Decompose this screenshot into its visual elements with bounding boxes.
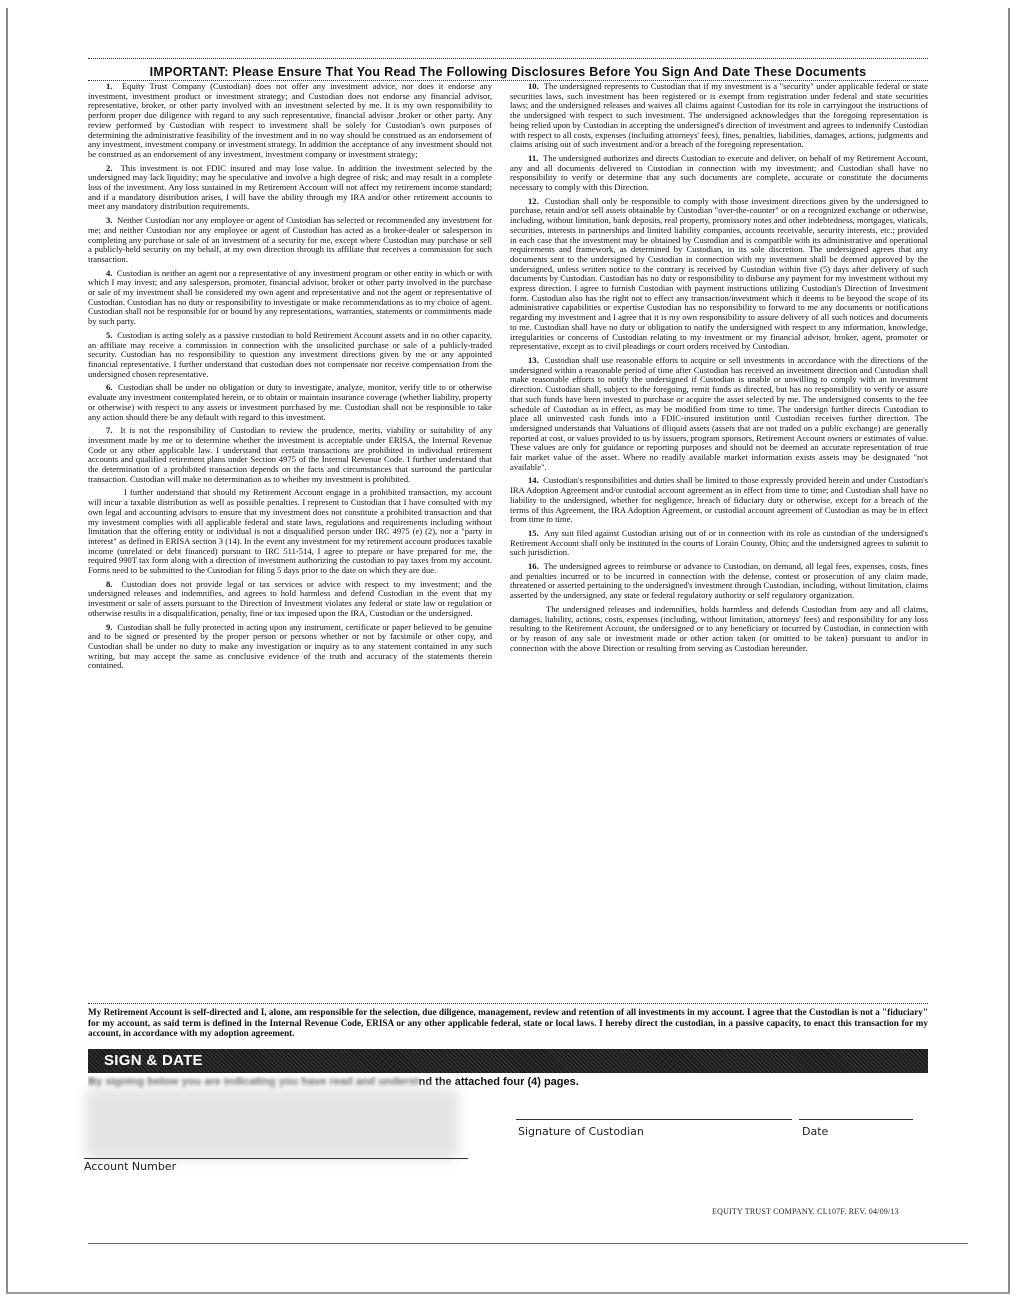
page-border-right (1008, 8, 1010, 1293)
self-directed-statement: My Retirement Account is self-directed and I, alone, am responsible for the selection, due diligence, management, review and retention of all investments in my account. I agree that the Custodian is not a "fiduciary" for my account, as said term is defined in the Internal Revenue Code, ERISA or any other applicable federal, state or local laws. I hereby direct the custodian, in a passive capacity, to enact this transaction for my account, in accordance with my adoption agreement. (88, 1007, 928, 1038)
disclosure-paragraph (88, 488, 492, 575)
disclosure-number: 2. (106, 162, 113, 173)
date-label: Date (802, 1125, 829, 1138)
page-border-bottom (6, 1292, 1010, 1294)
disclosure-text: The undersigned authorizes and directs Custodian to execute and deliver, on behalf of my Retirement Account, any and all documents delivered to Custodian in connection with my investment; and Custodian shall have no responsibility to verify or determine that any such documents are complete, accurate or constitute the documents necessary to comply with this Direction. (510, 152, 929, 193)
redacted-signature-area (86, 1088, 458, 1160)
custodian-signature-line[interactable] (516, 1119, 792, 1120)
disclosure-header: IMPORTANT: Please Ensure That You Read The Following Disclosures Before You Sign And Date These Documents (149, 65, 867, 79)
disclosure-text: Custodian is acting solely as a passive custodian to hold Retirement Account assets and in no other capacity, an affiliate may receive a commission in connection with the unsolicited purchase or sale of a publicly-traded security. Custodian has no responsibility to question any investment directions given by me or any appointed financial representative. I further understand that custodian does not compensate nor receive compensation from the undersigned chosen representative. (88, 329, 493, 379)
disclosure-text: Custodian shall be under no obligation or duty to investigate, analyze, monitor, verify title to or otherwise evaluate any investment contemplated herein, or to obtain or maintain insurance coverage (whether liability, property or otherwise) with respect to any assets or investment purchased by me. Custodian shall not be responsible to take any action should there be any default with regard to this investment. (88, 382, 492, 422)
disclosure-text: Neither Custodian nor any employee or agent of Custodian has selected or recommended any investment for me; and neither Custodian nor any employee or agent of Custodian has acted as a broker-dealer or salesperson in completing any purchase or sale of an investment of a security for me, except where Custodian may purchase or sell a publicly-held security on my behalf, at my own direction through its affiliate that receives a commission for such transaction. (88, 215, 492, 264)
disclosure-paragraph (88, 580, 492, 619)
disclosure-text: Custodian's responsibilities and duties shall be limited to those expressly provided herein and under Custodian's IRA Adoption Agreement and/or custodial account agreement as in effect from time to time; and Custodian shall have no liability to the undersigned, whether for negligence, breach of fiduciary duty or otherwise, except for a breach of the terms of this Agreement, the IRA Adoption Agreement, or custodial account agreement of Custodian as may be in effect from time to time. (510, 475, 928, 525)
disclosure-number: 6. (106, 382, 113, 393)
disclosure-number: 7. (106, 425, 113, 436)
disclosure-paragraph (88, 164, 492, 213)
account-number-line[interactable] (84, 1158, 468, 1159)
disclosure-paragraph (88, 383, 492, 422)
footer-rule (88, 1243, 968, 1244)
disclosure-number: 8. (106, 578, 113, 589)
disclosures-left-column (88, 82, 492, 675)
disclosure-text: Equity Trust Company (Custodian) does not offer any investment advice, nor does it endorse any investment, investment product or investment strategy; and Custodian does not endorse any financial advisor, representative, broker, or other party involved with an investment selected by me. It is my own responsibility to perform proper due diligence with regard to any such representative, financial advisor ,broker or other party. Any review performed by Custodian with respect to investment shall be solely for Custodian's own purposes of determining the administrative feasibility of the investment and in no way should be construed as an endorsement of any investment, investment company or investment strategy. In addition the acceptance of any investment should not be construed as an endorsement of any investment, investment company or investment strategy; (88, 81, 492, 159)
disclosure-number: 1. (106, 81, 113, 91)
disclosure-number: 16. (528, 561, 539, 572)
disclosure-number: 4. (106, 267, 113, 278)
disclosure-text: I further understand that should my Retirement Account engage in a prohibited transaction, my account will incur a taxable distribution as well as possible penalties. I represent to Custodian that I have consulted with my own legal and accounting advisors to ensure that my investment does not constitute a prohibited transaction and that my investment complies with all applicable federal and state laws, regulations and requirements including without limitation that the offering entity or individual is not a disqualified person under IRC 4975 (e) (2), nor a "party in interest" as defined in ERISA section 3 (14). In the event any investment for my retirement account produces taxable income (unrelated or debt financed) pursuant to IRC 511-514, I agree to prepare or have prepared for me, the required 990T tax form along with a direction of investment authorizing the custodian to pay taxes from my account. Forms need to be submitted to the Custodian for filing 5 days prior to the date on which they are due. (88, 487, 492, 576)
disclosure-number: 14. (528, 475, 539, 486)
disclosure-paragraph (88, 82, 492, 160)
sign-instruction-visible: nd the attached four (4) pages. (418, 1076, 579, 1088)
disclosure-text: Custodian shall be fully protected in acting upon any instrument, certificate or paper believed to be genuine and to be signed or presented by the proper person or persons whether or not by facsimile or other copy, and Custodian shall be under no duty to make any investigation or inquiry as to any statement contained in any such writing, but may accept the same as conclusive evidence of the truth and accuracy of the statements therein contained. (88, 621, 493, 671)
custodian-date-line[interactable] (799, 1119, 913, 1120)
disclosure-paragraph (510, 82, 928, 150)
disclosure-number: 5. (106, 329, 113, 340)
custodian-signature-label: Signature of Custodian (518, 1125, 644, 1138)
disclosure-text: Custodian does not provide legal or tax services or advice with respect to my investment; and the undersigned releases and indemnifies, and agrees to hold harmless and defend Custodian in the event that my investment or sale of assets pursuant to the Direction of Investment violates any federal or state law or regulation or otherwise results in a disqualification, penalty, fine or tax imposed upon the IRA, Custodian or the undersigned. (88, 578, 492, 618)
disclosure-number: 15. (528, 527, 539, 538)
disclosure-paragraph (510, 605, 928, 654)
disclosures-right-column (510, 82, 928, 657)
disclosure-number: 13. (528, 354, 539, 365)
disclosure-number: 11. (528, 152, 539, 163)
disclosure-text: Any suit filed against Custodian arising out of or in connection with its role as custodian of the undersigned's Retirement Account shall only be instituted in the courts of Lorain County, Ohio; and the undersigned agrees to submit to such jurisdiction. (510, 527, 928, 558)
sign-date-banner (88, 1049, 928, 1073)
disclosure-paragraph (510, 529, 928, 558)
disclosure-paragraph (88, 269, 492, 327)
disclosure-paragraph (88, 331, 492, 380)
disclosure-paragraph (510, 562, 928, 601)
top-dotted-rule (88, 58, 928, 59)
disclosure-paragraph (510, 154, 928, 193)
disclosure-number: 10. (528, 81, 539, 91)
form-code: EQUITY TRUST COMPANY. CL107F. REV. 04/09/13 (712, 1207, 899, 1216)
disclosure-number: 3. (106, 215, 113, 226)
page-border-left (6, 8, 8, 1293)
disclosure-text: The undersigned releases and indemnifies, holds harmless and defends Custodian from any and all claims, damages, liability, actions, costs, expenses (including, without limitation, attorneys' fees) and responsibility for any loss resulting to the Retirement Account, the undersigned or to any beneficiary or incurred by Custodian, in connection with or by reason of any sale or investment made or other action taken (or omitted to be taken) pursuant to and/or in connection with the above Direction or resulting from serving as Custodian hereunder. (510, 603, 928, 653)
disclosure-text: The undersigned represents to Custodian that if my investment is a "security" under applicable federal or state securities laws, such investment has been registered or is exempt from registration under federal and state securities laws; and the undersigned releases and waives all claims against Custodian for its role in carryingout the instructions of the undersigned with respect to such investment. The undersigned acknowledges that the foregoing representation is being relied upon by Custodian in accepting the undersigned's direction of investment and agrees to indemnify Custodian with respect to all costs, expenses (including attorneys' fees), fines, penalties, liabilities, damages, actions, judgments and claims arising out of such investment and/or a breach of the foregoing representation. (510, 81, 928, 150)
disclosure-text: Custodian shall use reasonable efforts to acquire or sell investments in accordance with the directions of the undersigned within a reasonable period of time after Custodian has received an investment direction and Custodian shall make reasonable efforts to notify the undersigned if Custodian is unable or unwilling to comply with an investment direction. Custodian shall, subject to the foregoing, remit funds as directed, but has no responsibility to verify or assure that such funds have been invested to purchase or acquire the asset selected by me. The undersigned consents to the fee schedule of Custodian as in effect, as may be modified from time to time. The undersign further directs Custodian to place all uninvested cash funds into a FDIC-insured institution until Custodian receives further direction. The undersigned understands that Valuations of illiquid assets (assets that are not traded on a public exchange) are generally reported at cost, or values provided to us by issuers, program sponsors, Retirement Account owners or estimates of value. These values are only for guidance or reporting purposes and should not be deemed an accurate representation of true fair market value of the asset. Where no readily available market information exists assets may be designated "not available". (510, 354, 929, 472)
disclosure-paragraph (510, 476, 928, 525)
disclosure-paragraph (88, 623, 492, 672)
disclosure-number: 9. (106, 621, 113, 632)
disclosure-paragraph (510, 197, 928, 352)
disclosure-paragraph (88, 216, 492, 265)
statement-dotted-rule (88, 1003, 928, 1004)
disclosure-number: 12. (528, 195, 539, 206)
sign-instruction-obscured: By signing below you are indicating you have read and underst (88, 1076, 419, 1088)
disclosure-paragraph (88, 426, 492, 484)
disclosure-text: This investment is not FDIC insured and may lose value. In addition the investment selected by the undersigned may lack liquidity; may be speculative and involve a high degree of risk; and may result in a complete loss of the investment. Any loss sustained in my Retirement Account will not affect my retirement income standard; and if a mandatory distribution arises, I will have the ability through my IRA and/or other retirement accounts to meet any mandatory distribution requirements. (88, 162, 493, 212)
disclosure-text: Custodian is neither an agent nor a representative of any investment program or other entity in which or with which I may invest; and any salesperson, promoter, financial advisor, broker or other party involved in the purchase or sale of my investment shall be considered my own agent and representative and not the agent or representative of Custodian. Custodian has no duty or responsibility to investigate or make recommendations as to my choice of agent. Custodian shall not be responsible for or bound by any representations, warranties, statements or commitments made by such party. (88, 267, 493, 327)
sign-date-title: SIGN & DATE (104, 1052, 203, 1069)
disclosure-text: Custodian shall only be responsible to comply with those investment directions given by the undersigned to purchase, retain and/or sell assets obtainable by Custodian "over-the-counter" or on a recognized exchange or otherwise, including, without limitation, bank deposits, real property, promissory notes and other indebtedness, mortgages, viaticals, securities, interests in partnerships and limited liability companies, accounts receivable, security interests, etc.; provided in each case that the investment may be obtained by Custodian and is compatible with its administrative and operational requirements and framework, as determined by Custodian, in its sole discretion. The undersigned agrees that any documents sent to the undersigned by Custodian in connection with my investment shall be deemed approved by the undersigned, unless written notice to the contrary is received by Custodian within five (5) days after delivery of such documents by Custodian. Custodian has no duty or responsibility to disburse any payment for my investment without my express direction. I agree to furnish Custodian with payment instructions utilizing Custodian's Direction of Investment form. Custodian also has the right not to effect any transaction/investment which it deems to be beyond the scope of its administrative capabilities or expertise Custodian has no responsibility to forward to me any documents or notifications regarding my investment and I agree that it is my own responsibility to assure delivery of all such notices and documents to me. Custodian shall have no duty or obligation to notify the undersigned with respect to any information, knowledge, irregularities or concerns of Custodian relating to my investment or my financial advisor, broker, agent, promoter or representative, except as to civil pleadings or court orders received by Custodian. (510, 195, 929, 352)
disclosure-paragraph (510, 356, 928, 472)
disclosure-text: It is not the responsibility of Custodian to review the prudence, merits, viability or suitability of any investment made by me or to determine whether the investment is acceptable under ERISA, the Internal Revenue Code or any other applicable law. I understand that certain transactions are prohibited in individual retirement accounts and qualified retirement plans under Section 4975 of the Internal Revenue Code. I further understand that the determination of a prohibited transaction depends on the facts and circumstances that surround the particular transaction. Custodian will make no determination as to whether my investment is prohibited. (88, 425, 492, 484)
disclosure-text: The undersigned agrees to reimburse or advance to Custodian, on demand, all legal fees, expenses, costs, fines and penalties incurred or to be incurred in connection with the defense, contest or prosecution of any claim made, threatened or asserted pertaining to the undersigned's investment through Custodian, including, without limitation, claims asserted by the undersigned, any state or federal regulatory authority or self regulatory organization. (510, 561, 929, 601)
account-number-label: Account Number (84, 1160, 177, 1173)
